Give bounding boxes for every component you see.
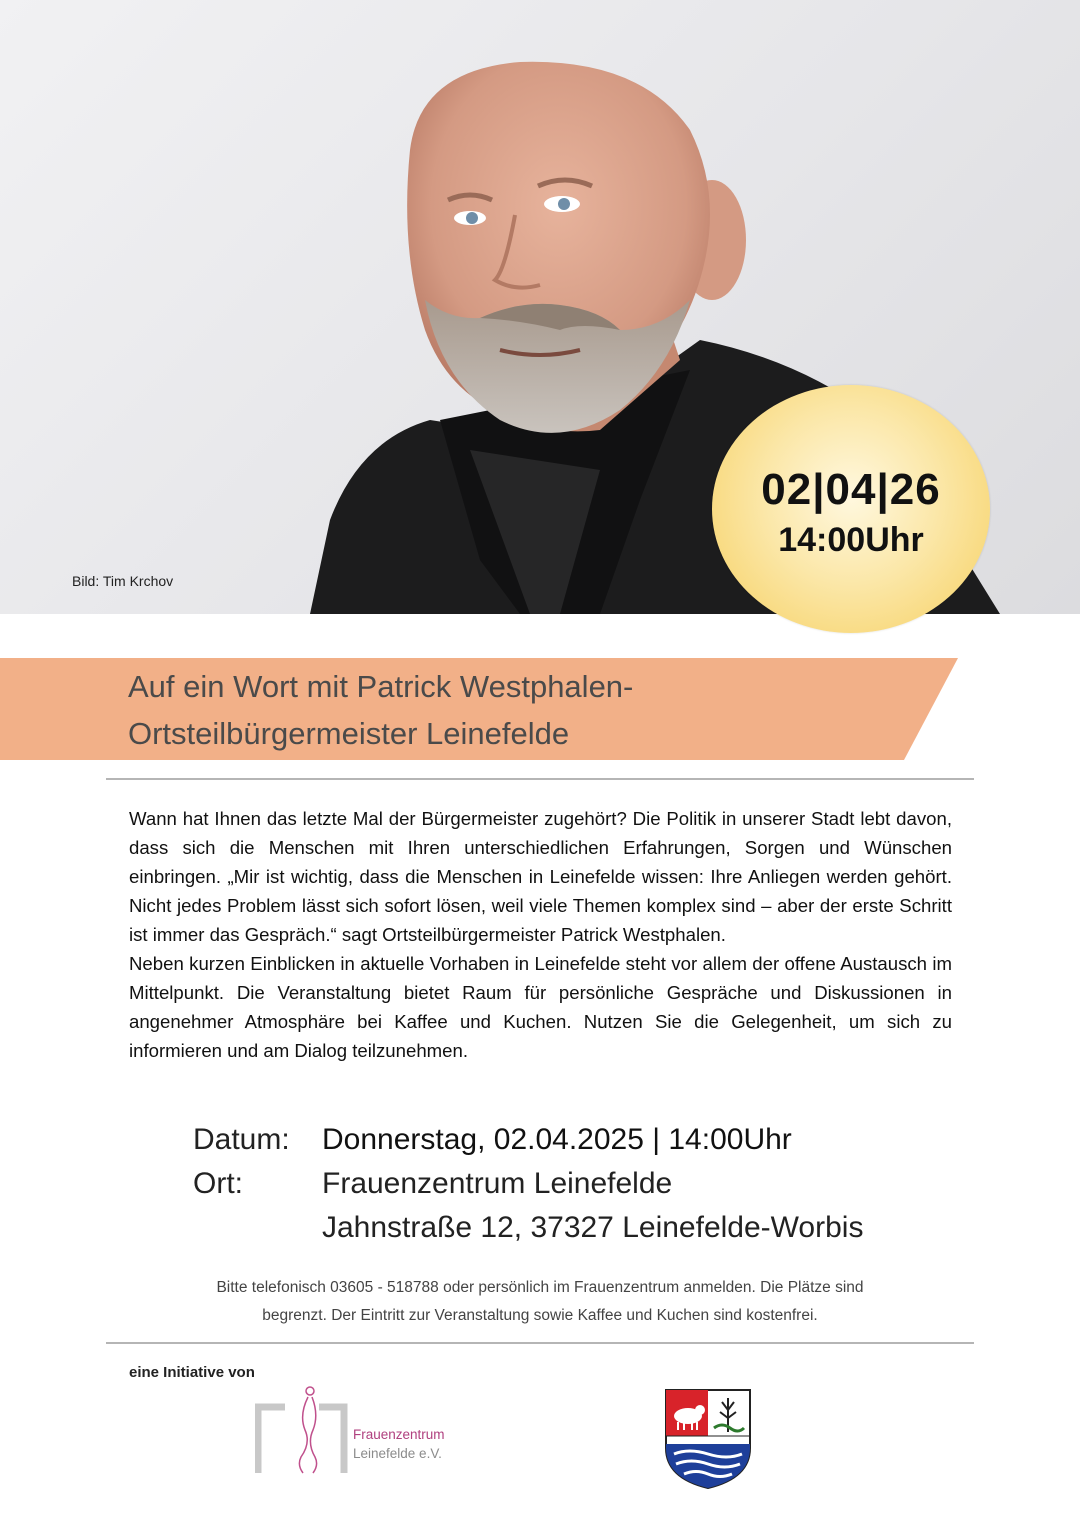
org-name-line-2: Leinefelde e.V. [353, 1446, 442, 1461]
page-title [128, 663, 633, 757]
badge-date: 02|04|26 [761, 465, 941, 514]
photo-credit: Bild: Tim Krchov [72, 573, 174, 589]
registration-line-1: Bitte telefonisch 03605 - 518788 oder persönlich im Frauenzentrum anmelden. Die Plätze sind [216, 1279, 864, 1296]
body-paragraph-2: Neben kurzen Einblicken in aktuelle Vorhaben in Leinefelde steht vor allem der offene Austausch im Mittelpunkt. Die Veranstaltung bietet Raum für persönliche Gespräche und Diskussionen in angenehmer Atmosphäre bei Kaffee und Kuchen. Nutzen Sie die Gelegenheit, um sich zu informieren und am Dialog teilzunehmen. [129, 953, 952, 1061]
badge-time: 14:00Uhr [778, 521, 924, 559]
registration-note [120, 1274, 960, 1330]
place-name: Frauenzentrum Leinefelde [322, 1167, 673, 1200]
body-text [129, 804, 952, 1065]
coat-of-arms-icon [664, 1388, 752, 1490]
frauenzentrum-name [353, 1425, 445, 1463]
title-line-1: Auf ein Wort mit Patrick Westphalen- [128, 669, 634, 704]
registration-line-2: begrenzt. Der Eintritt zur Veranstaltung sowie Kaffee und Kuchen sind kostenfrei. [262, 1307, 818, 1324]
divider-top [106, 778, 974, 780]
body-paragraph-1: Wann hat Ihnen das letzte Mal der Bürgermeister zugehört? Die Politik in unserer Stadt lebt davon, dass sich die Menschen mit Ihren unterschiedlichen Erfahrungen, Sorgen und Wünschen einbringen. „Mir ist wichtig, dass die Menschen in Leinefelde wissen: Ihre Anliegen werden gehört. Nicht jedes Problem lässt sich sofort lösen, weil viele Themen komplex sind – aber der erste Schritt ist immer das Gespräch.“ sagt Ortsteilbürgermeister Patrick Westphalen. [129, 808, 952, 945]
place-label: Ort: [193, 1167, 243, 1200]
title-line-2: Ortsteilbürgermeister Leinefelde [128, 716, 570, 751]
org-name-line-1: Frauenzentrum [353, 1427, 445, 1442]
date-label: Datum: [193, 1123, 290, 1156]
date-value: Donnerstag, 02.04.2025 | 14:00Uhr [322, 1123, 792, 1156]
initiative-label: eine Initiative von [129, 1364, 255, 1381]
place-address: Jahnstraße 12, 37327 Leinefelde-Worbis [322, 1211, 864, 1244]
date-badge [712, 385, 990, 633]
divider-bottom [106, 1342, 974, 1344]
frauenzentrum-logo-icon [255, 1385, 350, 1475]
